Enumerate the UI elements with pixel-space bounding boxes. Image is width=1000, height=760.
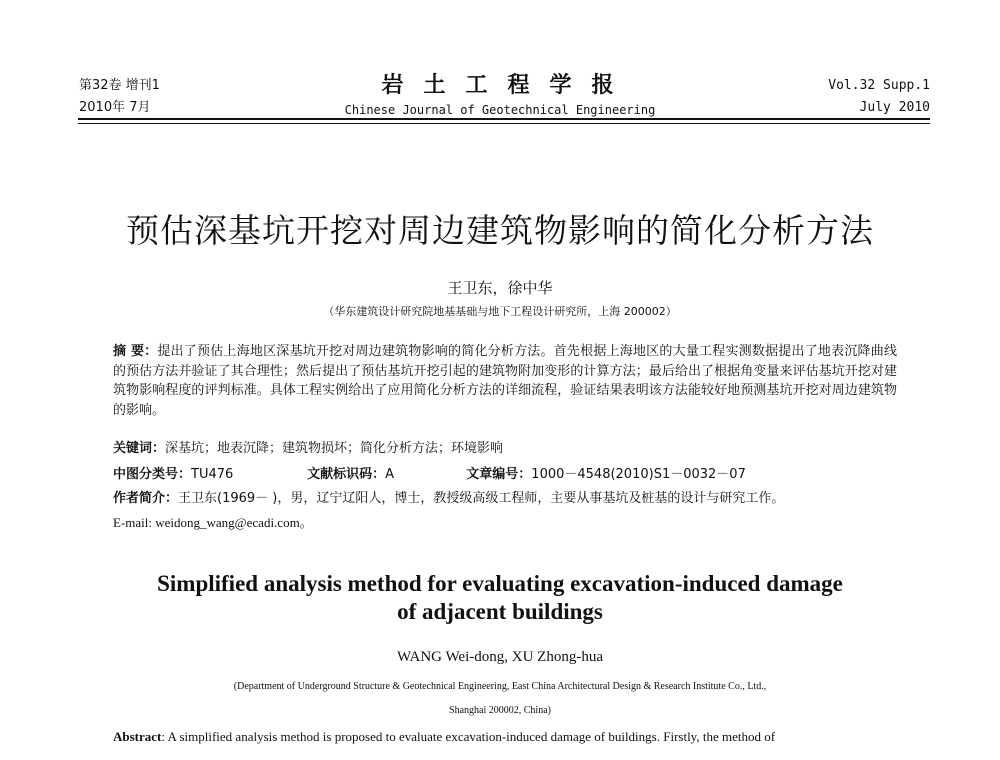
paper-title-en — [0, 570, 1000, 626]
journal-title-en: Chinese Journal of Geotechnical Engineering — [344, 103, 656, 117]
volume-cn: 第32卷 增刊1 — [79, 78, 160, 93]
header-rule-thin — [78, 123, 930, 124]
title-en-line1: Simplified analysis method for evaluating excavation-induced damage — [157, 571, 843, 596]
author-email: E-mail: weidong_wang@ecadi.com。 — [113, 515, 313, 530]
affiliation-en-line2: Shanghai 200002, China) — [449, 705, 551, 716]
doc-code — [307, 463, 462, 482]
abstract-en-label: Abstract — [113, 729, 162, 744]
abstract-en — [113, 729, 775, 745]
keywords-cn — [113, 437, 503, 456]
classification-row — [113, 463, 746, 482]
class-label: 中图分类号： — [113, 467, 192, 482]
article-number — [466, 463, 746, 482]
authors-en: WANG Wei-dong, XU Zhong-hua — [397, 649, 603, 665]
article-no-value: 1000－4548(2010)S1－0032－07 — [531, 467, 746, 482]
author-bio-label: 作者简介： — [113, 491, 179, 506]
class-value: TU476 — [191, 467, 234, 482]
class-number — [113, 463, 303, 482]
journal-title-cn: 岩土工程学报 — [381, 73, 634, 98]
header-rule-thick — [78, 118, 930, 120]
author-bio-text: 王卫东(1969－ )，男，辽宁辽阳人，博士，教授级高级工程师，主要从事基坑及桩基的设计与研究工作。 — [178, 491, 785, 506]
keywords-label: 关键词： — [113, 441, 166, 456]
doc-code-label: 文献标识码： — [307, 467, 386, 482]
abstract-cn — [113, 342, 897, 420]
title-en-line2: of adjacent buildings — [397, 599, 603, 624]
abstract-cn-text: 提出了预估上海地区深基坑开挖对周边建筑物影响的简化分析方法。首先根据上海地区的大量工程实测数据提出了地表沉降曲线的预估方法并验证了其合理性；然后提出了预估基坑开挖引起的建筑物附加变形的计算方法；最后给出了根据角变量来评估基坑开挖对建筑物影响程度的评判标准。具体工程实例给出了应用简化分析方法的详细流程，验证结果表明该方法能较好地预测基坑开挖对周边建筑物的影响。 — [113, 344, 897, 418]
abstract-cn-label: 摘 要： — [113, 344, 158, 359]
author-bio — [113, 487, 784, 506]
article-no-label: 文章编号： — [466, 467, 532, 482]
date-en: July 2010 — [859, 100, 930, 115]
authors-cn: 王卫东，徐中华 — [447, 279, 553, 297]
affiliation-cn: （华东建筑设计研究院地基基础与地下工程设计研究所，上海 200002） — [323, 305, 677, 318]
volume-en: Vol.32 Supp.1 — [828, 78, 930, 93]
doc-code-value: A — [385, 467, 395, 482]
abstract-en-text: : A simplified analysis method is proposed to evaluate excavation-induced damage of buildings. Firstly, the method of — [161, 729, 776, 744]
header-volume-info-en — [828, 75, 930, 119]
keywords-text: 深基坑；地表沉降；建筑物损坏；简化分析方法；环境影响 — [165, 441, 504, 456]
date-cn: 2010年 7月 — [79, 100, 151, 115]
paper-title-cn: 预估深基坑开挖对周边建筑物影响的简化分析方法 — [126, 211, 874, 250]
affiliation-en-line1: (Department of Underground Structure & Geotechnical Engineering, East China Architectural Design & Research Institute Co., Ltd., — [233, 681, 767, 692]
